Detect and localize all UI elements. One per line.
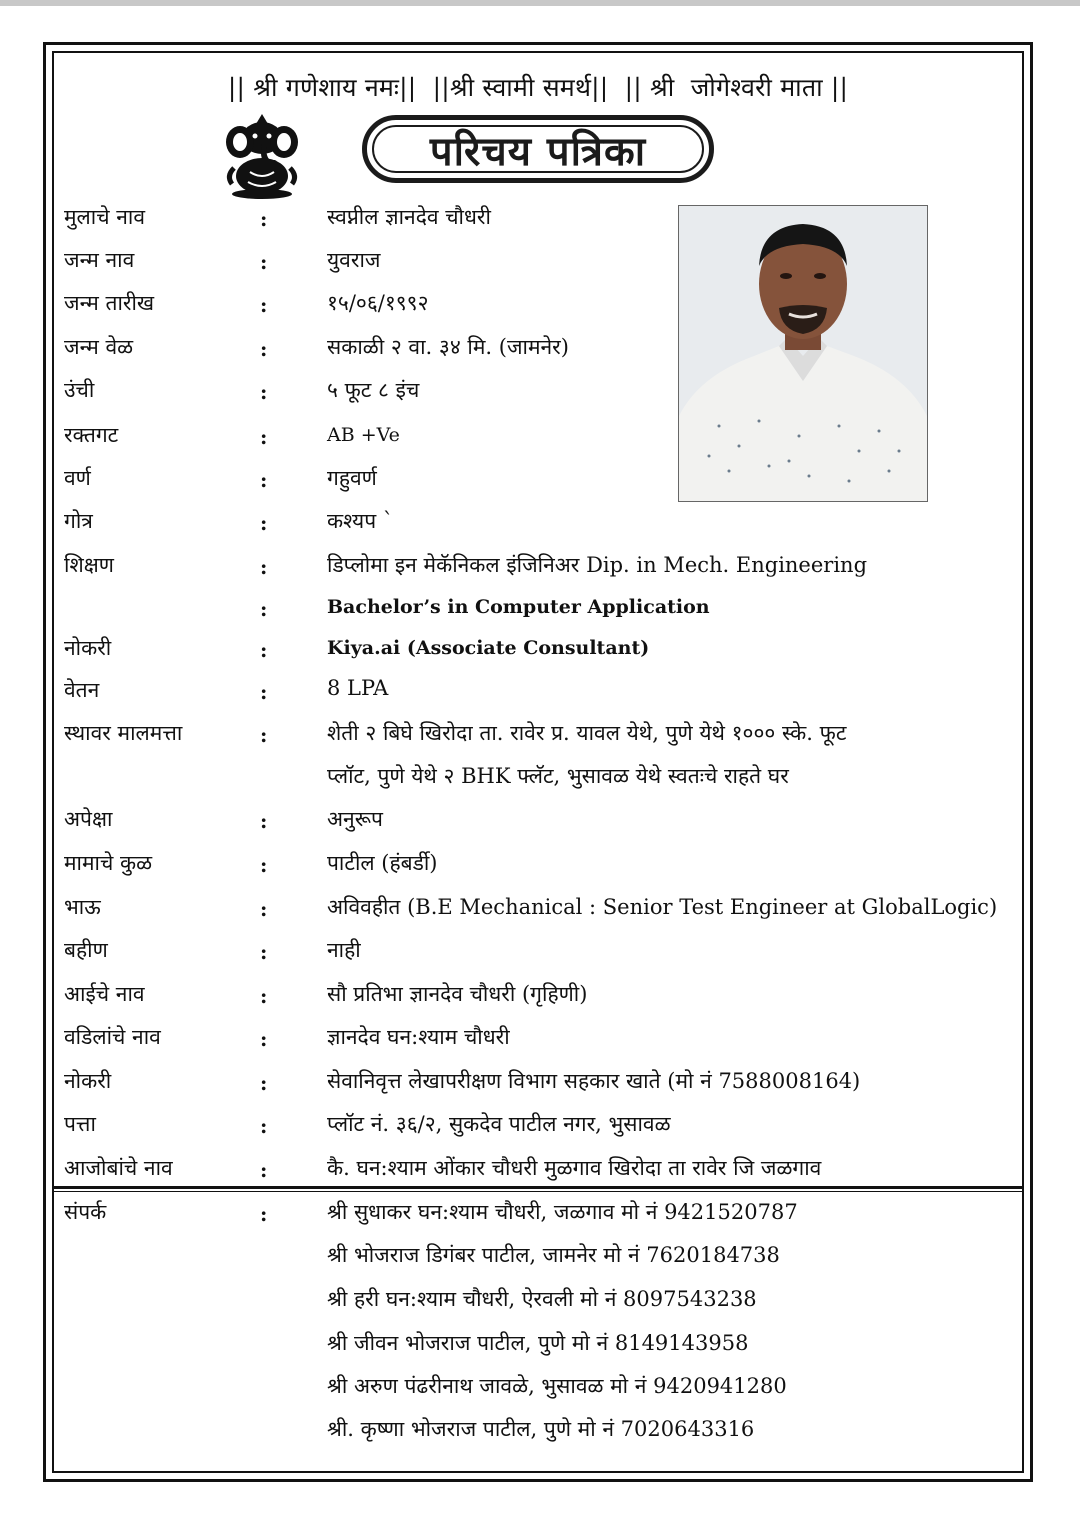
page-title: परिचय पत्रिका <box>429 128 647 175</box>
detail-label: जन्म वेळ <box>64 335 134 359</box>
detail-value: ५ फूट ८ इंच <box>327 378 420 402</box>
detail-row <box>0 507 1080 547</box>
detail-colon: : <box>260 380 268 404</box>
detail-label: भाऊ <box>64 895 101 919</box>
contact-entry: श्री हरी घन:श्याम चौधरी, ऐरवली मो नं 8097543238 <box>327 1287 757 1311</box>
detail-value: डिप्लोमा इन मेकॅनिकल इंजिनिअर Dip. in Mech. Engineering <box>327 553 868 577</box>
detail-value: अविवहीत (B.E Mechanical : Senior Test Engineer at GlobalLogic) <box>327 895 998 919</box>
detail-row <box>0 246 1080 286</box>
detail-colon: : <box>260 468 268 492</box>
detail-value: सेवानिवृत्त लेखापरीक्षण विभाग सहकार खाते (मो नं 7588008164) <box>327 1069 861 1093</box>
detail-row <box>0 1067 1080 1107</box>
detail-colon: : <box>260 984 268 1008</box>
detail-label: आजोबांचे नाव <box>64 1156 173 1180</box>
detail-value: कश्यप ` <box>327 509 394 533</box>
detail-label: नोकरी <box>64 636 112 660</box>
section-divider-thin <box>52 1191 1024 1192</box>
detail-label: वडिलांचे नाव <box>64 1025 161 1049</box>
detail-row <box>0 676 1080 716</box>
detail-label: आईचे नाव <box>64 982 145 1006</box>
detail-value: गहुवर्ण <box>327 466 377 490</box>
detail-row <box>0 634 1080 674</box>
detail-value: सकाळी २ वा. ३४ मि. (जामनेर) <box>327 335 569 359</box>
detail-label: गोत्र <box>64 509 93 533</box>
detail-label: जन्म नाव <box>64 248 135 272</box>
contact-entry: श्री अरुण पंढरीनाथ जावळे, भुसावळ मो नं 9420941280 <box>327 1374 787 1398</box>
detail-label: पत्ता <box>64 1112 96 1136</box>
detail-label: अपेक्षा <box>64 807 113 831</box>
detail-row <box>0 593 1080 633</box>
detail-row <box>0 333 1080 373</box>
detail-value: युवराज <box>327 248 381 272</box>
detail-colon: : <box>260 1114 268 1138</box>
detail-value: शेती २ बिघे खिरोदा ता. रावेर प्र. यावल येथे, पुणे येथे १००० स्के. फूट <box>327 721 847 745</box>
detail-row <box>0 893 1080 933</box>
detail-row <box>0 464 1080 504</box>
detail-colon: : <box>260 1027 268 1051</box>
contact-entry: श्री भोजराज डिगंबर पाटील, जामनेर मो नं 7620184738 <box>327 1243 780 1267</box>
detail-row <box>0 805 1080 845</box>
detail-value: प्लॉट नं. ३६/२, सुकदेव पाटील नगर, भुसावळ <box>327 1112 671 1136</box>
detail-colon: : <box>260 337 268 361</box>
detail-colon: : <box>260 723 268 747</box>
detail-label: मुलाचे नाव <box>64 205 146 229</box>
detail-colon: : <box>260 940 268 964</box>
detail-colon: : <box>260 853 268 877</box>
detail-colon: : <box>260 1071 268 1095</box>
detail-value: Kiya.ai (Associate Consultant) <box>327 637 650 659</box>
detail-row <box>0 762 1080 802</box>
detail-value: 8 LPA <box>327 676 389 700</box>
detail-label: स्थावर मालमत्ता <box>64 721 183 745</box>
detail-value: पाटील (हंबर्डी) <box>327 851 438 875</box>
contact-row <box>0 1329 1080 1369</box>
contact-row <box>0 1372 1080 1412</box>
ganesha-icon <box>222 110 302 200</box>
detail-value: १५/०६/१९९२ <box>327 291 429 315</box>
contact-entry: श्री जीवन भोजराज पाटील, पुणे मो नं 8149143958 <box>327 1331 749 1355</box>
detail-value: कै. घन:श्याम ओंकार चौधरी मुळगाव खिरोदा ता रावेर जि जळगाव <box>327 1156 822 1180</box>
section-divider <box>52 1186 1024 1189</box>
detail-colon: : <box>260 638 268 662</box>
contact-row <box>0 1198 1080 1238</box>
title-banner <box>362 115 714 183</box>
detail-row <box>0 849 1080 889</box>
detail-label: जन्म तारीख <box>64 291 155 315</box>
detail-value: सौ प्रतिभा ज्ञानदेव चौधरी (गृहिणी) <box>327 982 588 1006</box>
detail-row <box>0 551 1080 591</box>
detail-colon: : <box>260 897 268 921</box>
contact-label: संपर्क <box>64 1200 107 1224</box>
detail-label: शिक्षण <box>64 553 114 577</box>
detail-row <box>0 936 1080 976</box>
detail-label: बहीण <box>64 938 108 962</box>
detail-label: उंची <box>64 378 95 402</box>
detail-colon: : <box>260 1158 268 1182</box>
detail-row <box>0 421 1080 461</box>
contact-colon: : <box>260 1202 268 1226</box>
contact-entry: श्री सुधाकर घन:श्याम चौधरी, जळगाव मो नं 9421520787 <box>327 1200 798 1224</box>
detail-row <box>0 376 1080 416</box>
detail-label: रक्तगट <box>64 423 119 447</box>
detail-value: नाही <box>327 938 361 962</box>
detail-row <box>0 289 1080 329</box>
contact-row <box>0 1285 1080 1325</box>
detail-label: वेतन <box>64 678 100 702</box>
contact-entry: श्री. कृष्णा भोजराज पाटील, पुणे मो नं 7020643316 <box>327 1417 755 1441</box>
contact-row <box>0 1241 1080 1281</box>
detail-colon: : <box>260 207 268 231</box>
detail-value: ज्ञानदेव घन:श्याम चौधरी <box>327 1025 510 1049</box>
detail-colon: : <box>260 511 268 535</box>
detail-colon: : <box>260 680 268 704</box>
detail-row <box>0 980 1080 1020</box>
detail-row <box>0 719 1080 759</box>
detail-value: प्लॉट, पुणे येथे २ BHK फ्लॅट, भुसावळ येथे स्वतःचे राहते घर <box>327 764 789 788</box>
detail-row <box>0 1110 1080 1150</box>
top-strip <box>0 0 1080 6</box>
detail-value: अनुरूप <box>327 807 383 831</box>
detail-label: मामाचे कुळ <box>64 851 153 875</box>
detail-value: Bachelor’s in Computer Application <box>327 596 710 618</box>
detail-colon: : <box>260 250 268 274</box>
detail-value: स्वप्नील ज्ञानदेव चौधरी <box>327 205 491 229</box>
detail-colon: : <box>260 425 268 449</box>
detail-colon: : <box>260 809 268 833</box>
contact-row <box>0 1415 1080 1455</box>
detail-colon: : <box>260 597 268 621</box>
invocation-line: || श्री गणेशाय नमः|| ||श्री स्वामी समर्थ|| || श्री जोगेश्वरी माता || <box>227 73 849 102</box>
detail-colon: : <box>260 293 268 317</box>
detail-row <box>0 1023 1080 1063</box>
detail-label: वर्ण <box>64 466 91 490</box>
detail-value: AB +Ve <box>327 424 400 446</box>
detail-row <box>0 203 1080 243</box>
detail-label: नोकरी <box>64 1069 112 1093</box>
detail-colon: : <box>260 555 268 579</box>
